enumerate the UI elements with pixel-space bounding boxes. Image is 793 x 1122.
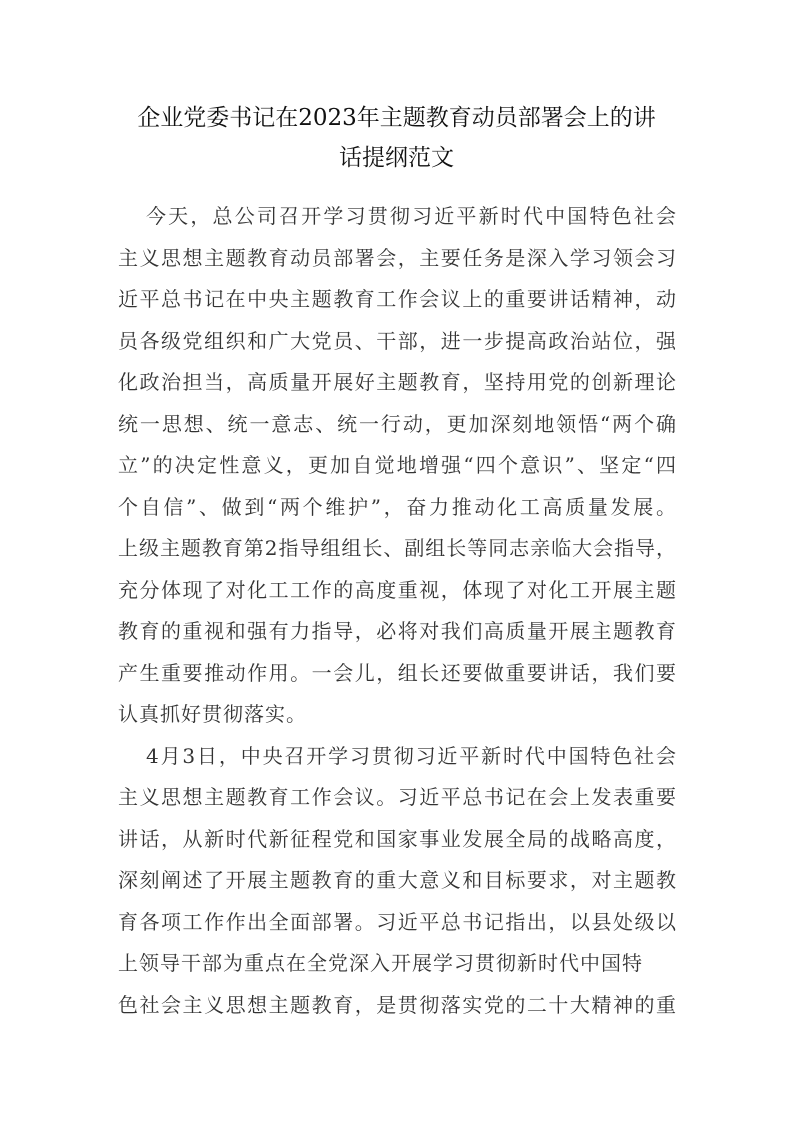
paragraph-line: 个自信”、做到“两个维护”，奋力推动化工高质量发展。 (118, 494, 676, 519)
paragraph-line: 上级主题教育第2指导组组长、副组长等同志亲临大会指导， (118, 536, 676, 560)
paragraph-line: 深刻阐述了开展主题教育的重大意义和目标要求，对主题教 (118, 868, 676, 892)
paragraph-line: 员各级党组织和广大党员、干部，进一步提高政治站位，强 (118, 328, 676, 353)
paragraph-line: 教育的重视和强有力指导，必将对我们高质量开展主题教育 (118, 619, 676, 643)
title-line-2: 话提纲范文 (339, 145, 454, 171)
paragraph-line: 立”的决定性意义，更加自觉地增强“四个意识”、坚定“四 (118, 453, 676, 477)
paragraph-line: 4月3日，中央召开学习贯彻习近平新时代中国特色社会 (146, 743, 676, 768)
document-body (118, 196, 676, 1026)
paragraph-line: 认真抓好贯彻落实。 (118, 702, 307, 726)
paragraph-line: 近平总书记在中央主题教育工作会议上的重要讲话精神，动 (118, 287, 676, 311)
paragraph-line: 产生重要推动作用。一会儿，组长还要做重要讲话，我们要 (118, 660, 676, 685)
paragraph-line: 化政治担当，高质量开展好主题教育，坚持用党的创新理论 (118, 370, 676, 394)
paragraph-line: 上领导干部为重点在全党深入开展学习贯彻新时代中国特 (118, 951, 643, 975)
paragraph-line: 讲话，从新时代新征程党和国家事业发展全局的战略高度， (118, 826, 676, 851)
title-line-1: 企业党委书记在2023年主题教育动员部署会上的讲 (137, 105, 656, 131)
paragraph-line: 主义思想主题教育动员部署会，主要任务是深入学习领会习 (118, 245, 676, 270)
paragraph-line: 主义思想主题教育工作会议。习近平总书记在会上发表重要 (118, 785, 676, 809)
paragraph-line: 色社会主义思想主题教育，是贯彻落实党的二十大精神的重 (118, 992, 676, 1017)
paragraph-line: 充分体现了对化工工作的高度重视，体现了对化工开展主题 (118, 577, 676, 602)
document-title (100, 98, 693, 178)
paragraph-line: 育各项工作作出全面部署。习近平总书记指出，以县处级以 (118, 909, 676, 934)
paragraph-line: 统一思想、统一意志、统一行动，更加深刻地领悟“两个确 (118, 411, 676, 436)
paragraph-line: 今天，总公司召开学习贯彻习近平新时代中国特色社会 (146, 204, 676, 228)
